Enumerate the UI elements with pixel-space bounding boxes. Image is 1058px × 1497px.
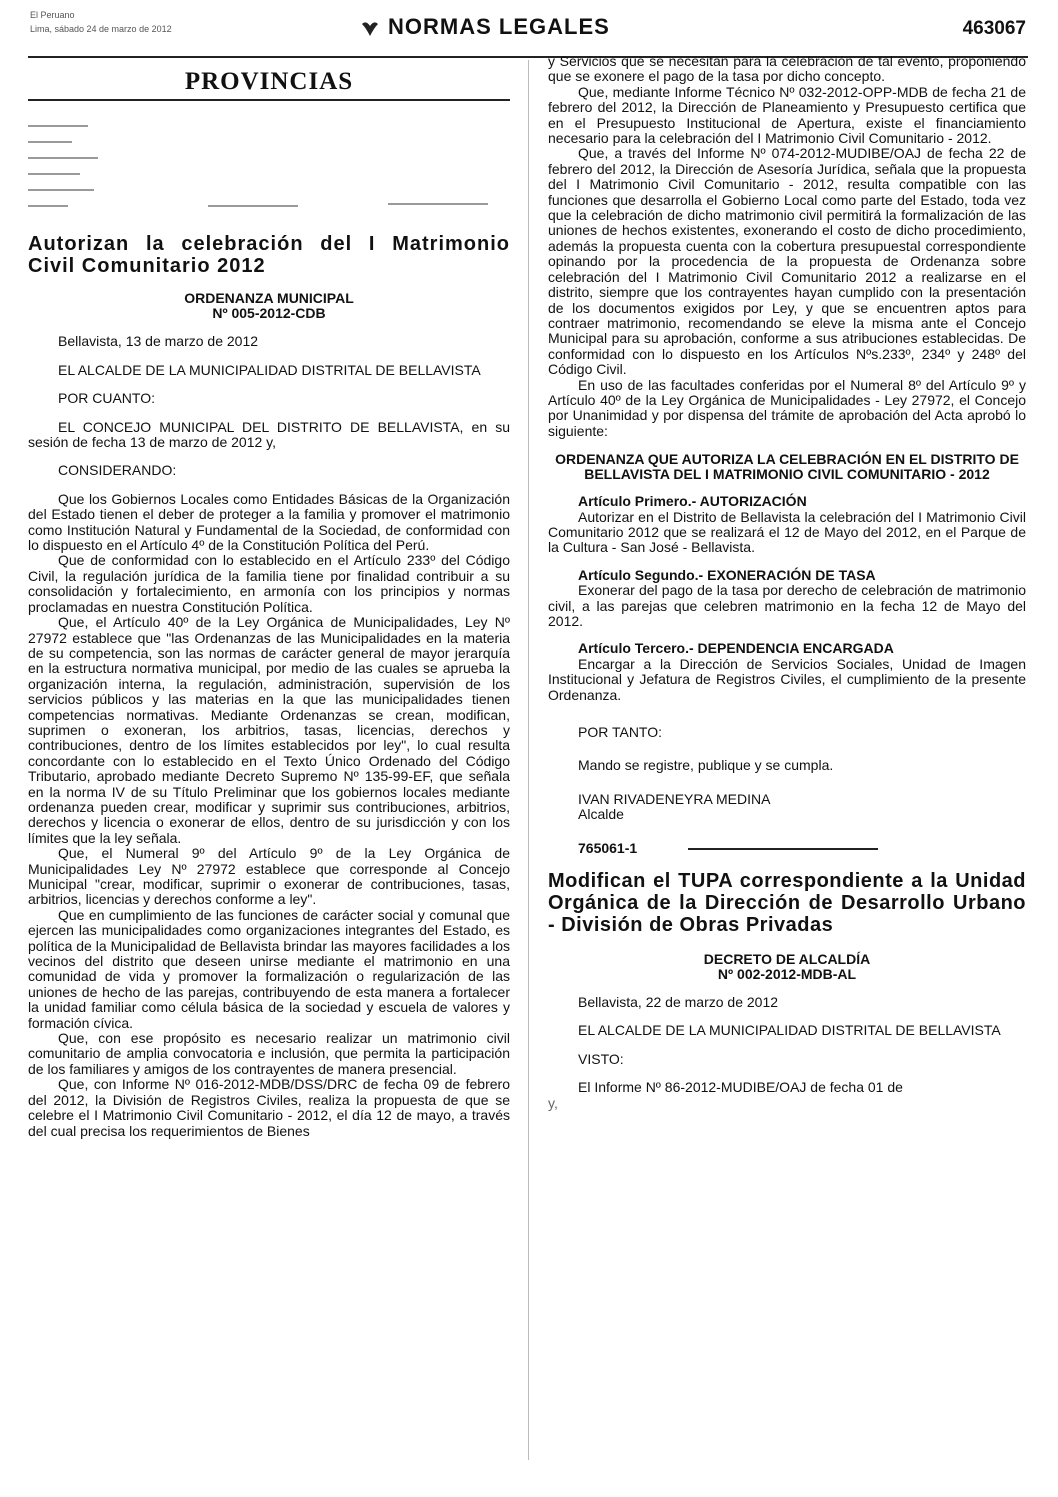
decree-alcalde-line: EL ALCALDE DE LA MUNICIPALIDAD DISTRITAL DE BELLAVISTA	[578, 1022, 1001, 1039]
visto-paragraph: El Informe Nº 86-2012-MUDIBE/OAJ de fecha 01 de	[578, 1079, 903, 1096]
decree-number: Nº 002-2012-MDB-AL	[717, 966, 857, 983]
publication-title-text: NORMAS LEGALES	[388, 14, 610, 39]
page-number: 463067	[962, 18, 1026, 39]
left-column	[28, 60, 510, 1139]
section-rule	[28, 99, 510, 101]
mando-line: Mando se registre, publique y se cumpla.	[578, 757, 834, 774]
edition-date: Lima, sábado 24 de marzo de 2012	[30, 24, 172, 34]
concejo-paragraph: EL CONCEJO MUNICIPAL DEL DISTRITO DE BELLAVISTA, en su sesión de fecha 13 de marzo de 2012 y,	[28, 418, 510, 451]
scan-noise	[28, 107, 510, 225]
separator-rule	[688, 848, 878, 850]
signer-name: IVAN RIVADENEYRA MEDINA	[578, 790, 771, 807]
page-header	[0, 0, 1058, 60]
considerando: CONSIDERANDO:	[58, 462, 177, 479]
edition-label: El Peruano	[30, 10, 75, 20]
visto-continuation: y,	[548, 1094, 558, 1111]
paragraph-r2: Que, mediante Informe Técnico Nº 032-2012-OPP-MDB de fecha 21 de febrero del 2012, la Dirección de Planeamiento y Presupuesto certifica que en el Presupuesto Institucional de Apertura, existe el financiamiento necesario para la celebración del I Matrimonio Civil Comunitario - 2012.	[548, 83, 1026, 147]
paragraph-4: Que, el Numeral 9º del Artículo 9º de la Ley Orgánica de Municipalidades Ley Nº 27972 establece que corresponde al Concejo Municipal "crear, modificar, suprimir o exonerar de contribuciones, tasas, arbitrios, licencias y derechos conforme a ley".	[28, 845, 510, 908]
paragraph-r4: En uso de las facultades conferidas por el Numeral 8º del Artículo 9º y Artículo 40º de la Ley Orgánica de Municipalidades - Ley 27972, el Concejo por Unanimidad y por dispensa del trámite de aprobación del Acta aprobó lo siguiente:	[548, 376, 1026, 439]
paragraph-3: Que, el Artículo 40º de la Ley Orgánica de Municipalidades, Ley Nº 27972 establece que "las Ordenanzas de las Municipalidades en la materia de su competencia, son las normas de carácter general de mayor jerarquía en la estructura normativa municipal, por medio de las cuales se aprueba la organización interna, la regulación, administración, supervisión de los servicios públicos y las materias en la que las municipalidades tienen competencias normativas. Mediante Ordenanzas se crean, modifican, suprimen o exoneran, los arbitrios, tasas, licencias, derechos y contribuciones, dentro de los límites establecidos por ley", lo cual resulta concordante con lo establecido en el Texto Único Ordenado del Código Tributario, aprobado mediante Decreto Supremo Nº 135-99-EF, que señala en la norma IV de su Título Preliminar que los gobiernos locales mediante ordenanza pueden crear, modificar y suprimir sus contribuciones, arbitrios, derechos y licencia o exonerar de ellos, dentro de su jurisdicción y con los límites que la ley señala.	[28, 614, 510, 846]
article-1-text: Autorizar en el Distrito de Bellavista la celebración del I Matrimonio Civil Comunitario 2012 que se realizará el 12 de Mayo del 2012, en el Parque de la Cultura - San José - Bellavista.	[548, 508, 1026, 556]
visto: VISTO:	[578, 1050, 624, 1067]
paragraph-6: Que, con ese propósito es necesario realizar un matrimonio civil comunitario de amplia convocatoria e inclusión, que permita la participación de los familiares y amigos de los contrayentes de manera presencial.	[28, 1030, 510, 1077]
article-2-heading: Artículo Segundo.- EXONERACIÓN DE TASA	[578, 566, 876, 583]
decree-type: DECRETO DE ALCALDÍA	[703, 951, 871, 968]
ordinance-title: ORDENANZA QUE AUTORIZA LA CELEBRACIÓN EN EL DISTRITO DE BELLAVISTA DEL I MATRIMONIO CIVIL COMUNITARIO - 2012	[555, 451, 1019, 483]
paragraph-5: Que en cumplimiento de las funciones de carácter social y comunal que ejercen las municipalidades como organizaciones integrantes del Estado, es política de la Municipalidad de Bellavista brindar las mayores facilidades a los vecinos del distrito que deseen unirse mediante el matrimonio en una comunidad de vida y promover la formalización o regularización de las uniones de hecho de las parejas, contribuyendo de esta manera a fortalecer la unidad familiar como célula básica de la sociedad y escuela de valores y formación cívica.	[28, 906, 510, 1031]
right-column	[548, 54, 1026, 1111]
paragraph-r1: y Servicios que se necesitan para la celebración de tal evento, proponiendo que se exonere el pago de la tasa por dicho concepto.	[548, 53, 1026, 85]
document-code: 765061-1	[578, 839, 638, 856]
peruano-logo-icon	[360, 18, 380, 38]
paragraph-7: Que, con Informe Nº 016-2012-MDB/DSS/DRC de fecha 09 de febrero del 2012, la División de Registros Civiles, realiza la propuesta de que se celebre el I Matrimonio Civil Comunitario - 2012, el día 12 de mayo, a través del cual precisa los requerimientos de Bienes	[28, 1076, 510, 1139]
por-cuanto: POR CUANTO:	[58, 390, 155, 407]
headline-2: Modifican el TUPA correspondiente a la Unidad Orgánica de la Dirección de Desarrollo Urbano - División de Obras Privadas	[548, 870, 1026, 937]
headline-1: Autorizan la celebración del I Matrimonio Civil Comunitario 2012	[28, 233, 510, 278]
article-1-heading: Artículo Primero.- AUTORIZACIÓN	[578, 493, 807, 510]
article-3-text: Encargar a la Dirección de Servicios Sociales, Unidad de Imagen Institucional y Jefatura de Registros Civiles, el cumplimiento de la presente Ordenanza.	[548, 655, 1026, 703]
por-tanto: POR TANTO:	[578, 724, 663, 741]
column-divider	[528, 60, 529, 1460]
paragraph-2: Que de conformidad con lo establecido en el Artículo 233º del Código Civil, la regulación jurídica de la familia tiene por finalidad contribuir a su consolidación y fortalecimiento, en armonía con los principios y normas proclamadas en nuestra Constitución Política.	[28, 552, 510, 615]
place-date: Bellavista, 13 de marzo de 2012	[58, 333, 259, 350]
ordinance-type: ORDENANZA MUNICIPAL	[184, 290, 354, 307]
decree-place-date: Bellavista, 22 de marzo de 2012	[578, 994, 779, 1011]
alcalde-line: EL ALCALDE DE LA MUNICIPALIDAD DISTRITAL DE BELLAVISTA	[58, 361, 481, 378]
publication-title	[360, 14, 610, 40]
ordinance-number: Nº 005-2012-CDB	[212, 305, 326, 322]
article-2-text: Exonerar del pago de la tasa por derecho de celebración de matrimonio civil, a las parejas que celebren matrimonio en la fecha 12 de Mayo del 2012.	[548, 582, 1026, 629]
paragraph-1: Que los Gobiernos Locales como Entidades Básicas de la Organización del Estado tienen el deber de proteger a la familia y promover el matrimonio como Institución Natural y Fundamental de la Sociedad, de conformidad con lo dispuesto en el Artículo 4º de la Constitución Política del Perú.	[28, 490, 510, 554]
article-3-heading: Artículo Tercero.- DEPENDENCIA ENCARGADA	[578, 640, 894, 657]
section-title: PROVINCIAS	[184, 68, 354, 95]
signer-role: Alcalde	[578, 806, 624, 823]
paragraph-r3: Que, a través del Informe Nº 074-2012-MUDIBE/OAJ de fecha 22 de febrero del 2012, la Dirección de Asesoría Jurídica, señala que la propuesta del I Matrimonio Civil Comunitario - 2012, resulta compatible con las funciones que desarrolla el Gobierno Local como parte del Estado, toda vez que la celebración de dicho matrimonio civil permitirá la formalización de las uniones de hechos existentes, exonerando el costo de dicho procedimiento, además la propuesta cuenta con la cobertura presupuestal correspondiente opinando por la procedencia de la propuesta de Ordenanza sobre celebración del I Matrimonio Civil Comunitario 2012 a realizarse en el distrito, siempre que los contrayentes hayan cumplido con la presentación de los documentos exigidos por Ley, y que se encuentren aptos para contraer matrimonio, recomendando se eleve la misma ante el Concejo Municipal para su aprobación, conforme a sus atribuciones establecidas. De conformidad con lo dispuesto en los Artículos Nºs.233º, 234º y 248º del Código Civil.	[548, 145, 1026, 378]
